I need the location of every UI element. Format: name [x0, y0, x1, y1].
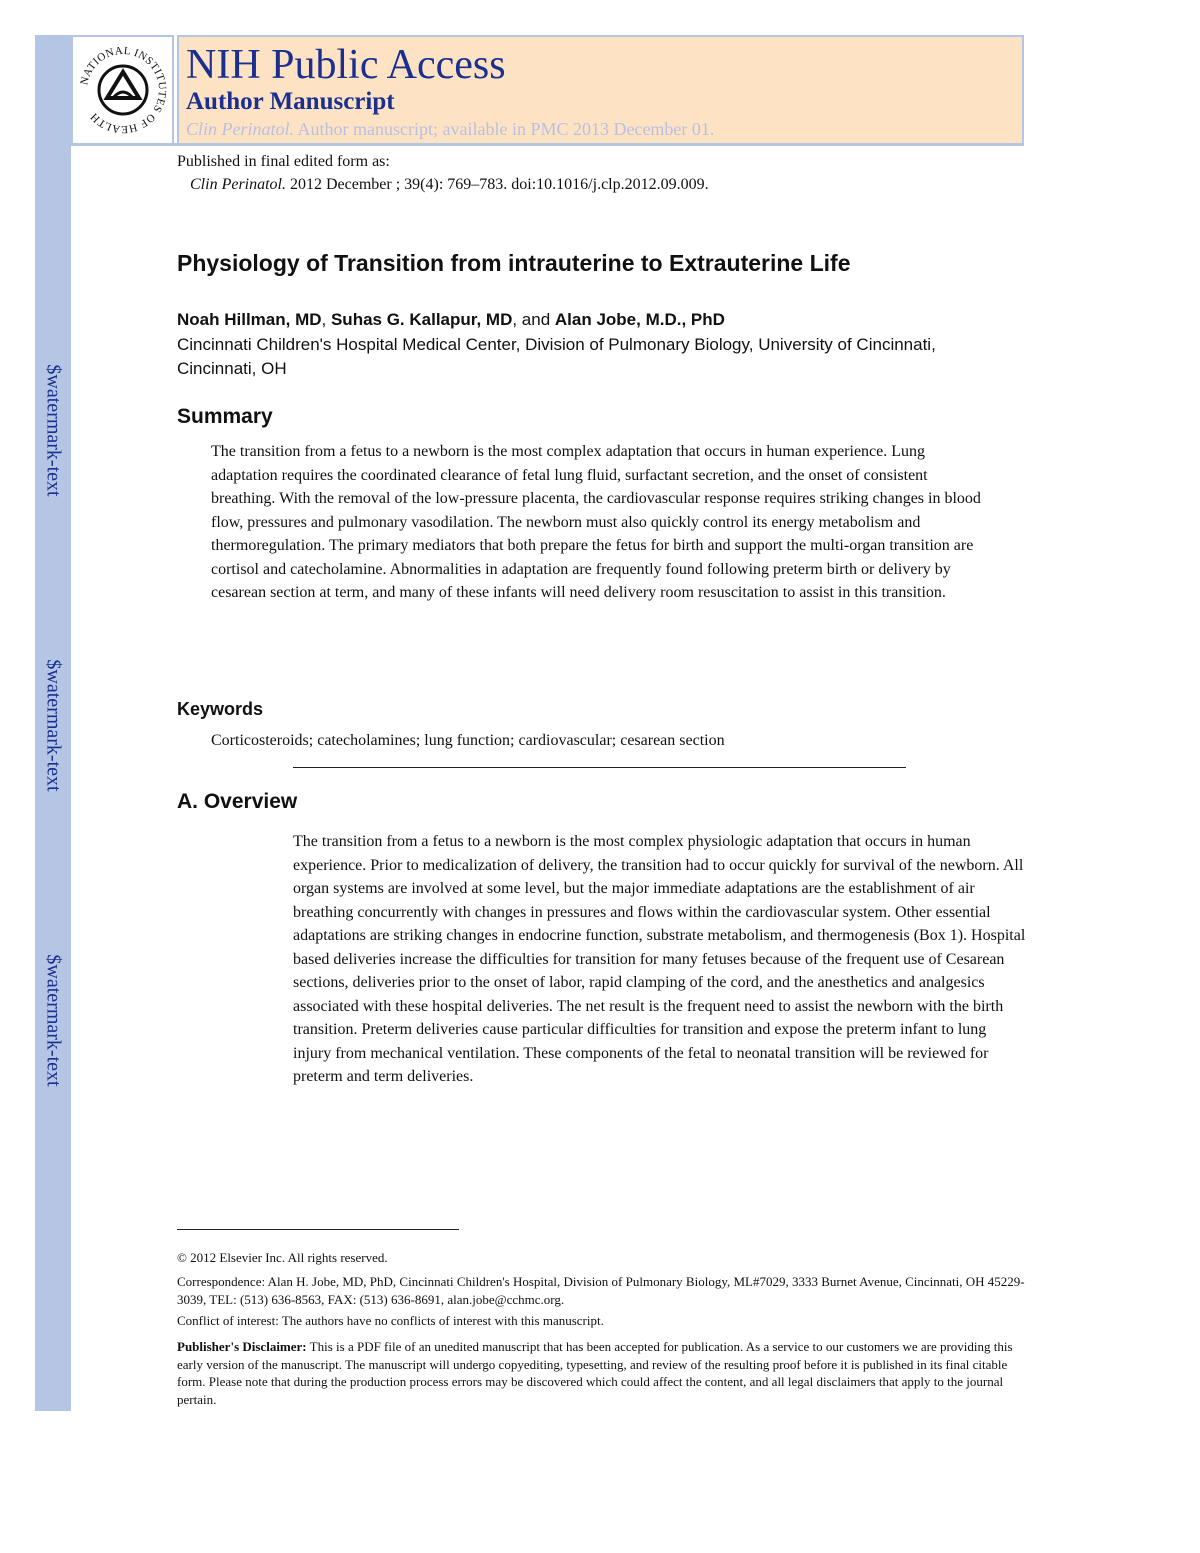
summary-heading: Summary: [177, 405, 273, 428]
author-name: Alan Jobe, M.D., PhD: [554, 310, 725, 329]
affiliation: Cincinnati Children's Hospital Medical Center, Division of Pulmonary Biology, University of Cincinnati, Cincinnati, OH: [177, 335, 936, 378]
conflict-label: Conflict of interest:: [177, 1313, 279, 1328]
footnote-divider: [177, 1229, 459, 1230]
availability-line: [186, 119, 714, 140]
header-banner: [177, 35, 1024, 145]
summary-text: The transition from a fetus to a newborn is the most complex adaptation that occurs in human experience. Lung adaptation requires the coordinated clearance of fetal lung fluid, surfactant secretion, and the onset of consistent breathing. With the removal of the low-pressure placenta, the cardiovascular response requires striking changes in blood flow, pressures and pulmonary vasodilation. The newborn must also quickly control its energy metabolism and thermoregulation. The primary mediators that both prepare the fetus for birth and support the multi-organ transition are cortisol and catecholamine. Abnormalities in adaptation are frequently found following preterm birth or delivery by cesarean section at term, and many of these infants will need delivery room resuscitation to assist in this transition.: [211, 443, 981, 601]
section-divider: [293, 767, 906, 768]
article-title: Physiology of Transition from intrauterine to Extrauterine Life: [177, 250, 851, 276]
citation-journal: Clin Perinatol.: [190, 176, 286, 193]
publisher-disclaimer: [177, 1338, 1027, 1408]
header-rule: [71, 143, 1024, 146]
journal-name: Clin Perinatol.: [186, 119, 294, 139]
disclaimer-label: Publisher's Disclaimer:: [177, 1339, 307, 1354]
copyright-note: © 2012 Elsevier Inc. All rights reserved.: [177, 1250, 388, 1265]
disclaimer-text: This is a PDF file of an unedited manuscript that has been accepted for publication. As a service to our customers we are providing this early version of the manuscript. The manuscript will undergo copyediting, typesetting, and review of the resulting proof before it is published in its final citable form. Please note that during the production process errors may be discovered which could affect the content, and all legal disclaimers that apply to the journal pertain.: [177, 1339, 1013, 1407]
conflict-note: [177, 1312, 1027, 1330]
conflict-text: The authors have no conflicts of interest with this manuscript.: [278, 1313, 604, 1328]
nih-logo: [71, 35, 174, 145]
published-label: Published in final edited form as:: [177, 153, 390, 170]
overview-heading: A. Overview: [177, 790, 298, 813]
author-list: [177, 310, 725, 330]
availability-text: Author manuscript; available in PMC 2013 December 01.: [294, 119, 715, 139]
citation: [190, 176, 709, 194]
keywords-heading: Keywords: [177, 699, 264, 719]
nih-seal-icon: [75, 42, 171, 138]
author-name: Noah Hillman, MD: [177, 310, 322, 329]
author-separator: , and: [512, 310, 555, 329]
author-name: Suhas G. Kallapur, MD: [330, 310, 513, 329]
keywords-text: Corticosteroids; catecholamines; lung function; cardiovascular; cesarean section: [211, 732, 725, 749]
watermark: $watermark-text: [42, 363, 65, 497]
correspondence-note: Correspondence: Alan H. Jobe, MD, PhD, Cincinnati Children's Hospital, Division of Pulmonary Biology, ML#7029, 3333 Burnet Avenue, Cincinnati, OH 45229-3039, TEL: (513) 636-8563, FAX: (513) 636-8691, alan.jobe@cchmc.org.: [177, 1274, 1025, 1307]
author-manuscript-label: Author Manuscript: [186, 88, 395, 115]
watermark: $watermark-text: [42, 658, 65, 792]
author-separator: ,: [321, 310, 331, 329]
nih-public-access-title: NIH Public Access: [186, 42, 506, 88]
citation-details: 2012 December ; 39(4): 769–783. doi:10.1016/j.clp.2012.09.009.: [286, 176, 709, 193]
svg-text:NATIONAL INSTITUTES OF HEALTH: NATIONAL INSTITUTES OF HEALTH: [77, 44, 168, 136]
overview-text: The transition from a fetus to a newborn is the most complex physiologic adaptation that occurs in human experience. Prior to medicalization of delivery, the transition had to occur quickly for survival of the newborn. All organ systems are involved at some level, but the major immediate adaptations are the establishment of air breathing concurrently with changes in pressures and flows within the cardiovascular system. Other essential adaptations are striking changes in endocrine function, substrate metabolism, and thermogenesis (Box 1). Hospital based deliveries increase the difficulties for transition for many fetuses because of the frequent use of Cesarean sections, deliveries prior to the onset of labor, rapid clamping of the cord, and the anesthetics and analgesics associated with these hospital deliveries. The net result is the frequent need to assist the newborn with the birth transition. Preterm deliveries cause particular difficulties for transition and expose the preterm infant to lung injury from mechanical ventilation. These components of the fetal to neonatal transition will be reviewed for preterm and term deliveries.: [293, 833, 1026, 1085]
watermark: $watermark-text: [42, 953, 65, 1087]
